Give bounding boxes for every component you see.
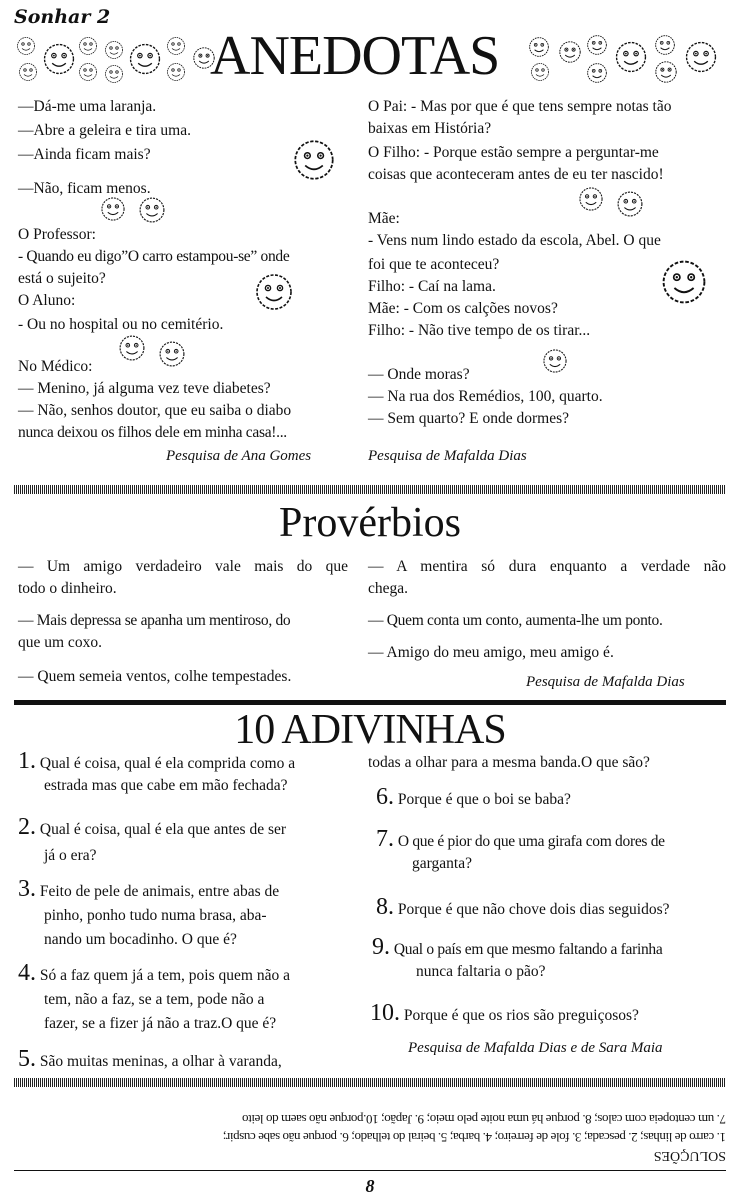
text-line: chega.: [368, 580, 409, 597]
smiley-icon: [528, 36, 550, 58]
riddle-number: 7.: [376, 826, 394, 852]
smiley-icon: [166, 62, 186, 82]
smiley-icon: [16, 36, 36, 56]
solutions-line: 7. um centopeia com calos; 8. porque há uma noite pelo meio; 9. Japão; 10.porque não saem do leito: [242, 1112, 726, 1127]
riddle-item: [376, 828, 728, 875]
text-line: — Um amigo verdadeiro vale mais do que: [18, 558, 348, 575]
signature: Pesquisa de Mafalda Dias e de Sara Maia: [408, 1040, 663, 1056]
smiley-icon: [254, 272, 294, 312]
text-line: estrada mas que cabe em mão fechada?: [44, 777, 288, 794]
text-line: —Abre a geleira e tira uma.: [18, 122, 191, 139]
section-title-proverbios: Provérbios: [279, 500, 461, 546]
smiley-icon: [42, 42, 76, 76]
text-line: Filho: - Caí na lama.: [368, 278, 496, 295]
text-line: — Quem semeia ventos, colhe tempestades.: [18, 668, 292, 685]
text-line: Porque é que não chove dois dias seguidos?: [397, 901, 670, 918]
smiley-icon: [660, 258, 708, 306]
text-line: O Professor:: [18, 226, 96, 243]
riddle-item: [376, 896, 670, 921]
text-line: — A mentira só dura enquanto a verdade não: [368, 558, 726, 575]
smiley-icon: [104, 40, 124, 60]
smiley-icon: [78, 62, 98, 82]
riddle-number: 1.: [18, 748, 36, 774]
text-line: - Vens num lindo estado da escola, Abel. O que: [368, 232, 661, 249]
riddle-item: [18, 816, 286, 867]
smiley-icon: [100, 196, 126, 222]
text-line: nunca deixou os filhos dele em minha casa!...: [18, 424, 287, 441]
signature: Pesquisa de Mafalda Dias: [368, 448, 527, 464]
smiley-icon: [18, 62, 38, 82]
header-smileys-left: [16, 28, 216, 88]
text-line: O que é pior do que uma girafa com dores de: [397, 833, 665, 850]
riddle-number: 8.: [376, 894, 394, 920]
text-line: No Médico:: [18, 358, 93, 375]
riddle-item: [18, 1048, 348, 1073]
text-line: — Amigo do meu amigo, meu amigo é.: [368, 644, 614, 661]
text-line: Filho: - Não tive tempo de os tirar...: [368, 322, 591, 339]
riddle-number: 9.: [372, 934, 390, 960]
magazine-title: Sonhar 2: [14, 6, 111, 28]
text-line: foi que te aconteceu?: [368, 256, 500, 273]
text-line: Porque é que o boi se baba?: [397, 791, 571, 808]
text-line: tem, não a faz, se a tem, pode não a: [44, 991, 265, 1008]
text-line: — Quem conta um conto, aumenta-lhe um ponto.: [368, 612, 663, 629]
riddle-number: 5.: [18, 1046, 36, 1072]
text-line: São muitas meninas, a olhar à varanda,: [39, 1053, 282, 1070]
text-line: que um coxo.: [18, 634, 102, 651]
smiley-icon: [104, 64, 124, 84]
text-line: O Filho: - Porque estão sempre a perguntar-me: [368, 144, 659, 161]
text-line: Qual é coisa, qual é ela que antes de ser: [39, 821, 287, 838]
solutions-line: 1. carro de linhas; 2. pescada; 3. fole de ferreiro; 4. barba; 5. beiral do telhado; 6. porque não sabe cuspir;: [223, 1130, 726, 1145]
text-line: está o sujeito?: [18, 270, 106, 287]
text-line: Só a faz quem já a tem, pois quem não a: [39, 967, 290, 984]
text-line: — Na rua dos Remédios, 100, quarto.: [368, 388, 603, 405]
smiley-icon: [616, 190, 644, 218]
solutions-block: [14, 1094, 726, 1164]
text-line: Mãe: - Com os calções novos?: [368, 300, 558, 317]
text-line: coisas que aconteceram antes de eu ter nascido!: [368, 166, 664, 183]
riddle-item: [18, 962, 348, 1035]
text-line: nando um bocadinho. O que é?: [44, 931, 237, 948]
smiley-icon: [684, 40, 718, 74]
smiley-icon: [654, 60, 678, 84]
smiley-icon: [578, 186, 604, 212]
riddle-item: [376, 786, 571, 811]
text-line: - Quando eu digo”O carro estampou-se” onde: [18, 248, 290, 265]
text-line: nunca faltaria o pão?: [416, 963, 546, 980]
hatched-divider: [14, 1078, 726, 1087]
smiley-icon: [542, 348, 568, 374]
text-line: — Menino, já alguma vez teve diabetes?: [18, 380, 271, 397]
riddle-number: 6.: [376, 784, 394, 810]
signature: Pesquisa de Ana Gomes: [166, 448, 312, 464]
text-line: garganta?: [412, 855, 472, 872]
text-line: todo o dinheiro.: [18, 580, 117, 597]
text-line: —Ainda ficam mais?: [18, 146, 151, 163]
smiley-icon: [292, 138, 336, 182]
riddle-item: [372, 936, 728, 983]
riddle-item: [18, 750, 295, 797]
smiley-icon: [138, 196, 166, 224]
smiley-icon: [586, 34, 608, 56]
hatched-divider: [14, 485, 726, 494]
text-line: Mãe:: [368, 210, 400, 227]
text-line: pinho, ponho tudo numa brasa, aba-: [44, 907, 267, 924]
header-smileys-right: [528, 28, 728, 88]
smiley-icon: [614, 40, 648, 74]
smiley-icon: [158, 340, 186, 368]
text-line: Qual é coisa, qual é ela comprida como a: [39, 755, 296, 772]
text-line: já o era?: [44, 847, 97, 864]
smiley-icon: [118, 334, 146, 362]
footer-rule: [14, 1170, 726, 1171]
text-line: — Sem quarto? E onde dormes?: [368, 410, 570, 427]
text-line: — Não, senhos doutor, que eu saiba o diabo: [18, 402, 292, 419]
riddle-number: 4.: [18, 960, 36, 986]
riddle-number: 3.: [18, 876, 36, 902]
text-line: O Aluno:: [18, 292, 76, 309]
section-title-adivinhas: 10 ADIVINHAS: [234, 707, 506, 753]
text-line: fazer, se a fizer já não a traz.O que é?: [44, 1015, 277, 1032]
smiley-icon: [654, 34, 676, 56]
riddle-item: [370, 1002, 639, 1027]
riddle-number: 2.: [18, 814, 36, 840]
smiley-icon: [78, 36, 98, 56]
page-title: ANEDOTAS: [210, 25, 500, 87]
text-line: — Onde moras?: [368, 366, 470, 383]
smiley-icon: [166, 36, 186, 56]
page-number: 8: [365, 1176, 375, 1196]
signature: Pesquisa de Mafalda Dias: [526, 674, 685, 690]
solutions-title: SOLUÇÕES: [653, 1148, 726, 1163]
smiley-icon: [530, 62, 550, 82]
smiley-icon: [586, 62, 608, 84]
text-line: todas a olhar para a mesma banda.O que são?: [368, 754, 650, 771]
text-line: - Ou no hospital ou no cemitério.: [18, 316, 224, 333]
text-line: baixas em História?: [368, 120, 492, 137]
smiley-icon: [558, 40, 582, 64]
riddle-number: 10.: [370, 1000, 400, 1026]
text-line: —Dá-me uma laranja.: [18, 98, 157, 115]
text-line: Qual o país em que mesmo faltando a farinha: [393, 941, 663, 958]
text-line: —Não, ficam menos.: [18, 180, 151, 197]
text-line: — Mais depressa se apanha um mentiroso, do: [18, 612, 291, 629]
smiley-icon: [128, 42, 162, 76]
text-line: Feito de pele de animais, entre abas de: [39, 883, 280, 900]
text-line: Porque é que os rios são preguiçosos?: [403, 1007, 639, 1024]
riddle-item: [18, 878, 348, 951]
text-line: O Pai: - Mas por que é que tens sempre notas tão: [368, 98, 672, 115]
